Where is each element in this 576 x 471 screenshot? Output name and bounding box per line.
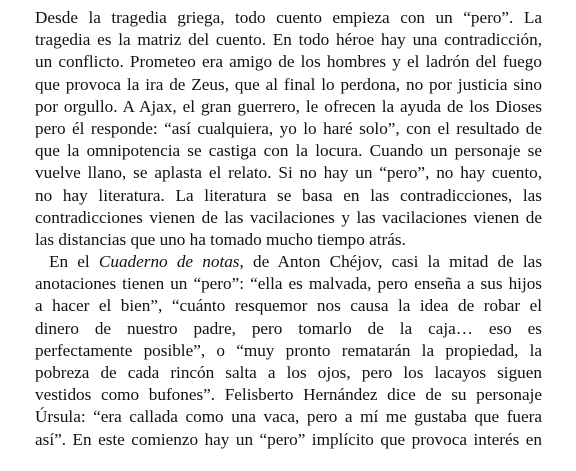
text-line: así”. En este comienzo hay un “pero” implícito que provoca interés en [35,429,542,449]
text-line: tragedia es la matriz del cuento. En todo héroe hay una contradicción, [35,30,542,50]
text-line-first [35,251,542,273]
text-line: las distancias que uno ha tomado mucho tiempo atrás. [35,229,406,249]
text-line: perfectamente posible”, o “muy pronto rematarán la propiedad, la [35,340,542,360]
text-line: vestidos como bufones”. Felisberto Hernández dice de su personaje [35,385,542,405]
text-line: no hay literatura. La literatura se basa en las contradicciones, las [35,185,542,205]
text-line: por orgullo. A Ajax, el gran guerrero, le ofrecen la ayuda de los Dioses [35,96,542,116]
book-title: Cuaderno de notas [98,252,240,272]
text-segment: En el [49,252,99,272]
text-line: pobreza de cada rincón salta a los ojos, pero los lacayos siguen [35,363,542,382]
text-line: pero él responde: “así cualquiera, yo lo haré solo”, con el resultado de [35,118,542,138]
text-line: anotaciones tienen un “pero”: “ella es malvada, pero enseña a sus hijos [35,274,542,294]
paragraph-2 [35,251,542,451]
text-line: que la omnipotencia se castiga con la locura. Cuando un personaje se [35,141,542,161]
text-line: a hacer el bien”, “cuánto resquemor nos causa la idea de robar el [35,296,542,316]
text-line: Desde la tragedia griega, todo cuento empieza con un “pero”. La [35,8,542,27]
document-page [35,7,542,451]
text-segment: , de Anton Chéjov, casi la mitad de las [239,252,543,272]
text-line: dinero de nuestro padre, pero tomarlo de la caja… eso es [35,318,542,338]
text-line: un conflicto. Prometeo era amigo de los hombres y el ladrón del fuego [35,52,542,72]
text-line: que provoca la ira de Zeus, que al final lo perdona, no por justicia sino [35,74,542,94]
paragraph-1 [35,7,542,251]
text-line: Úrsula: “era callada como una vaca, pero a mí me gustaba que fuera [35,407,542,427]
text-line: contradicciones vienen de las vacilaciones y las vacilaciones vienen de [35,207,542,227]
text-line: vuelve llano, se aplasta el relato. Si no hay un “pero”, no hay cuento, [35,163,542,183]
